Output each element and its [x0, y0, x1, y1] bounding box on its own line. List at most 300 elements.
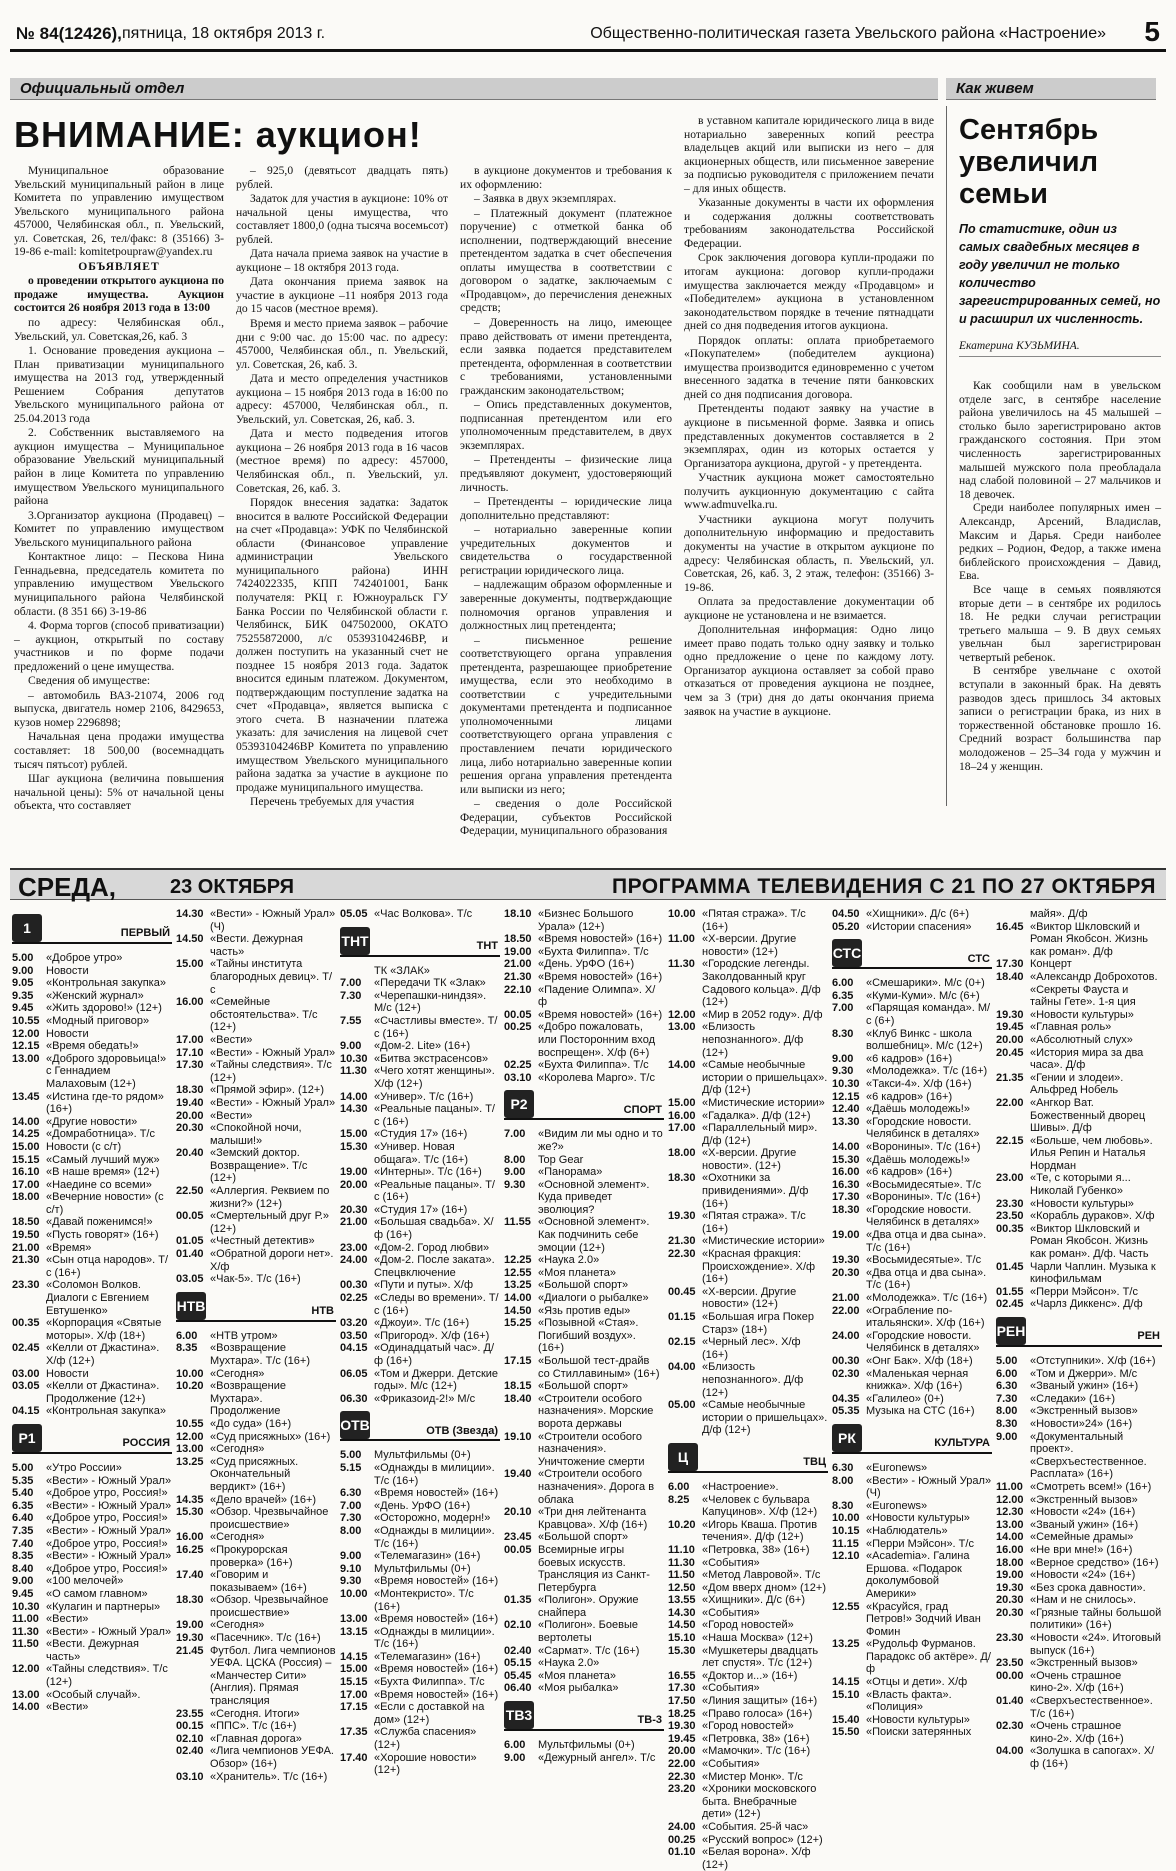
- program-title: «Диалоги о рыбалке»: [538, 1292, 649, 1305]
- program-title: «Черепашки-ниндзя». М/с (12+): [374, 989, 487, 1015]
- tv-program-item: [340, 1317, 500, 1330]
- program-title: «Рудольф Фурманов. Парадокс об актёре». Д/ф: [866, 1638, 991, 1676]
- program-title: «События»: [702, 1682, 760, 1695]
- program-title: «Городские новости. Челябинск в деталях»: [866, 1329, 980, 1355]
- program-title: «Куми-Куми». М/с (6+): [866, 989, 980, 1002]
- tv-program-item: [12, 1015, 172, 1028]
- tv-program-item: [176, 1235, 336, 1248]
- program-time: 18.25: [668, 1707, 696, 1720]
- article-paragraph: Срок заключения договора купли-продажи по итогам аукциона: договор купли-продажи имущества заключается между «Продавцом» и «Победителем» аукциона в установленном законодательством порядке в течение пятнадцати дней со дня подведения итогов аукциона.: [684, 251, 934, 333]
- article-paragraph: – письменное решение соответствующего органа управления претендента, разрешающее приобретение имущества, если это необходимо в соответствии с учредительными документами претендента и подписанное уполномоченными лицами соответствующего органа управления с проставлением печати юридического лица, либо нотариально заверенные копии решения органа управления претендента или выписки из него;: [460, 633, 672, 796]
- tv-program-item: [12, 1487, 172, 1500]
- tv-program-item: [996, 1745, 1162, 1770]
- program-time: 18.30: [176, 1084, 204, 1097]
- program-time: 06.30: [340, 1392, 368, 1405]
- program-time: 16.30: [832, 1178, 860, 1191]
- program-time: 6.00: [832, 977, 854, 990]
- program-time: 14.15: [340, 1650, 368, 1663]
- section-official: Официальный отдел: [10, 78, 938, 100]
- program-title: «Хищники». Д/с (6+): [866, 908, 969, 920]
- program-time: 19.30: [668, 1210, 696, 1223]
- tv-program-item: [832, 1166, 992, 1179]
- program-title: «Доброе утро, Россия!»: [46, 1487, 168, 1500]
- program-title: «Большой спорт»: [538, 1531, 629, 1544]
- program-time: 8.25: [668, 1493, 690, 1506]
- program-time: 23.00: [340, 1241, 368, 1254]
- tv-column: [504, 908, 664, 1764]
- program-title: «Контрольная закупка»: [46, 977, 166, 990]
- program-time: 00.25: [668, 1833, 696, 1846]
- program-time: 13.45: [12, 1090, 40, 1103]
- tv-program-item: [996, 1632, 1162, 1657]
- program-title: «Дом вверх дном» (12+): [702, 1581, 826, 1594]
- program-title: «Обзор. Чрезвычайное происшествие»: [210, 1506, 329, 1531]
- program-time: 21.35: [996, 1071, 1024, 1084]
- tv-program-item: [832, 1292, 992, 1305]
- program-time: 01.15: [668, 1311, 696, 1323]
- program-title: «Интерны». Т/с (16+): [374, 1166, 482, 1179]
- program-title: «Новости»24» (16+): [1030, 1417, 1133, 1430]
- program-time: 13.00: [668, 1021, 696, 1034]
- program-time: 24.00: [340, 1254, 368, 1267]
- program-time: 19.00: [996, 1569, 1024, 1582]
- program-time: 13.00: [176, 1443, 204, 1456]
- tv-program-item: [504, 1009, 664, 1022]
- program-time: 15.00: [12, 1140, 40, 1153]
- program-time: 10.20: [668, 1518, 696, 1531]
- tv-program-item: [12, 1254, 172, 1279]
- tv-program-item: [504, 1292, 664, 1305]
- tv-program-item: [996, 1135, 1162, 1173]
- tv-program-item: [12, 1128, 172, 1141]
- program-time: 05.00: [668, 1399, 696, 1412]
- program-title: «Новости «24» (16+): [1030, 1569, 1136, 1582]
- tv-program-item: [996, 1494, 1162, 1507]
- tv-program-item: [996, 1368, 1162, 1381]
- program-title: «Женский журнал»: [46, 989, 144, 1002]
- tv-program-item: [176, 1273, 336, 1286]
- program-time: 5.00: [340, 1449, 362, 1462]
- tv-program-item: [668, 1286, 828, 1311]
- program-title: «Время новостей» (16+): [374, 1613, 499, 1626]
- program-time: 10.15: [832, 1524, 860, 1537]
- program-title: «Два отца и два сына». Т/с (16+): [866, 1266, 987, 1292]
- program-title: «Право голоса» (16+): [702, 1707, 813, 1720]
- program-time: 11.10: [668, 1543, 695, 1556]
- tv-program-item: [832, 1103, 992, 1116]
- program-title: «Отцы и дети». Х/ф: [866, 1676, 968, 1689]
- tv-program-item: [176, 1122, 336, 1147]
- program-title: «Видим ли мы одно и то же?»: [538, 1128, 663, 1153]
- program-title: «События»: [702, 1758, 760, 1770]
- program-title: «Охотники за привидениями». Д/ф (16+): [702, 1172, 809, 1210]
- program-time: 17.40: [176, 1569, 204, 1582]
- tv-program-item: [832, 1091, 992, 1104]
- program-title: «Хроники московского быта. Внебрачные дети» (12+): [702, 1783, 817, 1821]
- program-time: 14.30: [176, 908, 204, 920]
- program-title: «Линия защиты» (16+): [702, 1695, 818, 1708]
- tv-program-item: [340, 1500, 500, 1513]
- program-title: «Вечерние новости» (с с/т): [46, 1191, 164, 1216]
- program-title: «Самые необычные истории о пришельцах». Д/ф (12+): [702, 1059, 828, 1097]
- program-title: «Самые необычные истории о пришельцах». Д/ф (12+): [702, 1399, 828, 1437]
- program-title: «Телемагазин» (16+): [374, 1650, 481, 1663]
- program-time: 8.30: [996, 1417, 1018, 1430]
- program-title: «Моя планета»: [538, 1266, 617, 1279]
- program-time: 00.30: [832, 1355, 860, 1367]
- tv-program-item: [340, 1487, 500, 1500]
- program-time: 5.00: [996, 1355, 1018, 1367]
- tv-program-item: [668, 1733, 828, 1746]
- tv-program-item: [176, 958, 336, 996]
- program-time: 22.30: [668, 1770, 696, 1783]
- program-time: 00.35: [996, 1222, 1024, 1235]
- program-time: 02.45: [996, 1298, 1024, 1311]
- program-time: 24.00: [832, 1329, 860, 1342]
- tv-program-item: [668, 1594, 828, 1607]
- program-time: 14.00: [504, 1292, 532, 1305]
- tv-program-item: [832, 1550, 992, 1600]
- program-title: «Настроение».: [702, 1480, 779, 1493]
- tv-program-item: [668, 1494, 828, 1519]
- program-time: 02.30: [832, 1367, 860, 1380]
- program-title: «Следаки» (16+): [1030, 1392, 1116, 1405]
- program-time: 9.00: [12, 1575, 34, 1588]
- program-title: «Верное средство» (16+): [1030, 1556, 1159, 1569]
- program-title: Новости: [46, 1027, 89, 1040]
- program-time: 6.00: [504, 1739, 526, 1752]
- tv-column: [340, 908, 500, 1777]
- program-time: 9.00: [340, 1040, 362, 1053]
- program-time: 10.30: [12, 1600, 40, 1613]
- program-title: Мультфильмы (0+): [374, 1449, 471, 1462]
- issue-number: № 84(12426),: [16, 24, 122, 43]
- program-time: 14.00: [668, 1059, 696, 1072]
- program-time: 7.00: [340, 1499, 362, 1512]
- program-time: 23.20: [668, 1783, 696, 1796]
- program-time: 8.35: [176, 1342, 198, 1355]
- program-title: «Городские новости. Челябинск в деталях»: [866, 1115, 980, 1141]
- tv-program-item: [832, 1726, 992, 1739]
- program-time: 12.10: [832, 1550, 860, 1563]
- program-time: 18.10: [504, 908, 532, 920]
- program-title: «Чак-5». Т/с (16+): [210, 1273, 301, 1286]
- tv-program-item: [832, 1601, 992, 1639]
- tv-program-item: [668, 1846, 828, 1871]
- channel-name: СПОРТ: [623, 1103, 662, 1116]
- tv-program-item: [832, 1305, 992, 1330]
- tv-program-item: [340, 1701, 500, 1726]
- program-title: Всемирные игры боевых искусств. Трансляция из Санкт-Петербурга: [538, 1543, 650, 1594]
- program-title: «Экстренный вызов»: [1030, 1405, 1138, 1418]
- program-time: 12.55: [832, 1600, 860, 1613]
- tv-program-item: [12, 952, 172, 965]
- program-title: «События»: [702, 1556, 760, 1569]
- program-title: майя». Д/ф: [1030, 908, 1088, 920]
- tv-program-item: [12, 1601, 172, 1614]
- tv-program-item: [668, 1172, 828, 1210]
- program-time: 21.30: [504, 970, 532, 983]
- program-title: «Гадалка». Д/ф (12+): [702, 1109, 811, 1122]
- program-title: «Дом-2. Lite» (16+): [374, 1040, 471, 1053]
- program-time: 20.40: [176, 1147, 204, 1160]
- program-time: 16.00: [668, 1109, 696, 1122]
- tv-program-item: [176, 1368, 336, 1381]
- tv-program-item: [832, 1028, 992, 1053]
- program-title: «Монтекристо». Т/с (16+): [374, 1587, 474, 1613]
- tv-program-item: [668, 1009, 828, 1022]
- program-title: «Главная дорога»: [210, 1732, 302, 1745]
- program-time: 12.55: [504, 1266, 532, 1279]
- program-title: «Однажды в милиции». Т/с (16+): [374, 1461, 495, 1487]
- program-time: 10.30: [832, 1077, 860, 1090]
- program-title: «Время новостей» (16+): [538, 1008, 663, 1021]
- tv-program-item: [12, 1053, 172, 1091]
- article-column-1: [14, 164, 224, 844]
- program-title: «Суд присяжных» (16+): [210, 1430, 331, 1443]
- tv-program-item: [832, 1393, 992, 1406]
- program-time: 12.00: [996, 1493, 1024, 1506]
- program-title: «Наедине со всеми»: [46, 1178, 152, 1191]
- tv-program-item: [832, 1191, 992, 1204]
- program-title: «Ангкор Ват. Божественный дворец Шивы». Д/ф: [1030, 1096, 1146, 1135]
- program-time: 13.15: [340, 1625, 368, 1638]
- program-time: 15.40: [832, 1713, 860, 1726]
- program-title: «Час Волкова». Т/с: [374, 908, 473, 920]
- tv-program-item: [340, 1166, 500, 1179]
- program-title: «Контрольная закупка»: [46, 1405, 166, 1418]
- program-time: 12.50: [668, 1581, 696, 1594]
- tv-program-item: [668, 908, 828, 933]
- program-title: «Реальные пацаны». Т/с (16+): [374, 1178, 495, 1204]
- program-title: «Вести» - Южный Урал» (Ч): [210, 908, 336, 933]
- program-title: «Истина где-то рядом» (16+): [46, 1090, 164, 1116]
- tv-day: СРЕДА,: [18, 872, 116, 902]
- program-time: 01.05: [176, 1235, 204, 1248]
- program-title: «Дом-2. После заката». Спецвключение: [374, 1254, 495, 1279]
- tv-program-item: [504, 1431, 664, 1469]
- program-time: 00.15: [176, 1720, 204, 1733]
- channel-header: [504, 1701, 664, 1731]
- tv-program-item: [340, 908, 500, 921]
- article-paragraph: ОБЪЯВЛЯЕТ: [78, 259, 160, 273]
- program-title: «Жить здорово!» (12+): [46, 1002, 162, 1015]
- program-title: «Виктор Шкловский и Роман Якобсон. Жизнь как роман». Д/ф: [1030, 920, 1149, 958]
- program-time: 01.45: [996, 1260, 1024, 1273]
- tv-program-item: [176, 1059, 336, 1084]
- program-title: «Перри Мэйсон». Т/с: [866, 1537, 974, 1550]
- program-title: «Город новостей»: [702, 1619, 794, 1632]
- program-title: «Время новостей» (16+): [538, 970, 663, 983]
- tv-program-item: [996, 1544, 1162, 1557]
- tv-program-item: [996, 1557, 1162, 1570]
- program-title: «Большая игра Покер Старз» (18+): [702, 1311, 814, 1336]
- program-title: «Очень страшное кино-2». Х/ф (16+): [1030, 1720, 1124, 1745]
- article-paragraph: Участник аукциона может самостоятельно получить аукционную документацию с сайта www.admuvelka.ru.: [684, 471, 934, 512]
- program-time: 19.45: [996, 1021, 1024, 1034]
- program-time: 05.15: [504, 1657, 532, 1670]
- tv-program-item: [832, 1229, 992, 1254]
- program-title: «Вести» - Южный Урал»: [46, 1499, 172, 1512]
- section-life: Как живем: [946, 78, 1156, 100]
- tv-program-item: [832, 990, 992, 1003]
- tv-program-item: [996, 1695, 1162, 1720]
- program-title: «Новости культуры»: [866, 1713, 970, 1726]
- tv-program-item: [340, 1141, 500, 1166]
- tv-program-bar: [10, 868, 1166, 900]
- tv-program-item: [340, 1676, 500, 1689]
- program-title: «Александр Доброхотов. «Секреты Фауста и тайны Гете». 1-я ция: [1030, 970, 1158, 1009]
- tv-program-item: [504, 1216, 664, 1254]
- tv-program-item: [832, 1330, 992, 1355]
- program-title: «Метод Лавровой». Т/с: [702, 1569, 821, 1582]
- channel-name: РЕН: [1137, 1330, 1160, 1343]
- channel-name: ТВЦ: [803, 1456, 826, 1469]
- program-time: 12.30: [996, 1506, 1024, 1519]
- program-time: 23.45: [504, 1531, 532, 1544]
- tv-program-item: [12, 1512, 172, 1525]
- tv-program-item: [996, 1607, 1162, 1632]
- program-title: «Ограбление по-итальянски». Х/ф (16+): [866, 1304, 985, 1330]
- program-title: «Время обедать!»: [46, 1040, 139, 1053]
- program-time: 14.50: [176, 933, 204, 946]
- tv-program-item: [340, 1575, 500, 1588]
- program-time: 16.00: [176, 996, 204, 1009]
- program-time: 20.30: [176, 1122, 204, 1135]
- tv-program-item: [996, 1418, 1162, 1431]
- program-title: «Пусть говорят» (16+): [46, 1229, 159, 1242]
- program-time: 16.00: [176, 1531, 204, 1544]
- tv-program-item: [176, 1185, 336, 1210]
- program-time: 8.00: [832, 1474, 854, 1487]
- program-time: 13.00: [340, 1613, 368, 1626]
- program-time: 01.40: [176, 1248, 204, 1261]
- tv-program-item: [340, 1065, 500, 1090]
- program-title: «Новости «24» (16+): [1030, 1506, 1136, 1519]
- tv-program-item: [340, 1015, 500, 1040]
- tv-program-item: [340, 1550, 500, 1563]
- tv-program-item: [832, 1525, 992, 1538]
- tv-program-item: [176, 1147, 336, 1185]
- channel-name: ТНТ: [476, 940, 498, 952]
- tv-program-item: [996, 1210, 1162, 1223]
- program-time: 19.00: [340, 1166, 368, 1179]
- tv-program-item: [504, 1179, 664, 1217]
- tv-program-item: [668, 1695, 828, 1708]
- program-time: 15.30: [668, 1644, 696, 1657]
- tv-column: [996, 908, 1162, 1770]
- program-time: 9.45: [12, 1002, 34, 1015]
- program-time: 16.00: [996, 1543, 1024, 1556]
- program-time: 6.30: [832, 1461, 854, 1474]
- article-paragraph: Сведения об имуществе:: [28, 674, 151, 688]
- program-title: «Студия 17» (16+): [374, 1203, 468, 1216]
- program-time: 22.15: [996, 1134, 1024, 1147]
- tv-program-item: [12, 1166, 172, 1179]
- program-time: 14.15: [832, 1676, 860, 1689]
- program-time: 14.00: [12, 1701, 40, 1714]
- program-time: 7.00: [504, 1128, 526, 1141]
- tv-program-item: [176, 1733, 336, 1746]
- tv-program-item: [832, 1689, 992, 1714]
- tv-program-item: [504, 1682, 664, 1695]
- program-time: 11.00: [996, 1480, 1023, 1493]
- program-title: «Телемагазин» (16+): [374, 1550, 481, 1563]
- program-title: «Однажды в милиции». Т/с (16+): [374, 1524, 495, 1550]
- channel-logo: РК: [832, 1424, 862, 1452]
- tv-program-item: [12, 1538, 172, 1551]
- program-title: «Х-версии. Другие новости». (12+): [702, 1147, 797, 1172]
- program-time: 18.50: [12, 1216, 40, 1229]
- tv-program-item: [996, 1261, 1162, 1286]
- tv-program-item: [176, 1248, 336, 1273]
- tv-program-item: [504, 1619, 664, 1644]
- tv-program-item: [12, 1279, 172, 1317]
- program-title: «Игорь Кваша. Против течения». Д/ф (12+): [702, 1518, 818, 1544]
- program-time: 23.50: [996, 1210, 1024, 1223]
- program-title: «Молодежка». Т/с (16+): [866, 1065, 988, 1078]
- program-time: 22.30: [668, 1248, 696, 1261]
- tv-program-item: [340, 1651, 500, 1664]
- program-time: 10.00: [340, 1587, 368, 1600]
- program-time: 17.00: [176, 1033, 204, 1046]
- program-title: «Воронины». Т/с (16+): [866, 1140, 981, 1153]
- program-time: 13.30: [832, 1115, 860, 1128]
- tv-program-item: [668, 1519, 828, 1544]
- program-title: «Панорама»: [538, 1166, 603, 1179]
- tv-program-item: [668, 1311, 828, 1336]
- channel-logo: Р1: [12, 1424, 42, 1452]
- program-time: 19.00: [832, 1229, 860, 1242]
- program-title: «Красная фракция: Происхождение». Х/ф (16+): [702, 1248, 816, 1286]
- program-title: «Восьмидесятые». Т/с: [866, 1178, 982, 1191]
- program-time: 19.40: [504, 1468, 532, 1481]
- article-paragraph: – нотариально заверенные копии учредительных документов и свидетельства о государственной регистрации юридического лица.: [460, 523, 672, 577]
- program-title: «Бухта Филиппа». Т/с: [538, 1059, 649, 1072]
- program-title: «Добро пожаловать, или Посторонним вход воспрещен». Х/ф (6+): [538, 1021, 655, 1059]
- article-paragraph: Участники аукциона могут получить дополнительную информацию и предоставить документы на участие в открытом аукционе по адресу: Челябинская область, п. Увельский, ул. Советская, 26, каб. 3, 2 этаж, телефон: (35166) 3-19-86.: [684, 512, 934, 594]
- tv-program-item: [996, 1355, 1162, 1368]
- program-time: 11.55: [504, 1216, 531, 1229]
- channel-logo: ОТВ: [340, 1411, 370, 1439]
- tv-program-item: [504, 1393, 664, 1431]
- tv-program-item: [996, 1657, 1162, 1670]
- tv-program-item: [996, 1072, 1162, 1097]
- program-title: «Честный детектив»: [210, 1235, 315, 1248]
- program-time: 21.30: [12, 1254, 40, 1267]
- program-title: «Дежурный ангел». Т/с: [538, 1751, 656, 1764]
- tv-program-item: [504, 1021, 664, 1059]
- program-time: 8.30: [832, 1499, 854, 1512]
- program-title: «Доброе утро, Россия!»: [46, 1512, 168, 1525]
- tv-program-item: [668, 1708, 828, 1721]
- program-time: 20.00: [996, 1033, 1024, 1046]
- program-title: «Вести» - Южный Урал»: [46, 1625, 172, 1638]
- channel-name: ПЕРВЫЙ: [120, 927, 170, 940]
- program-title: «Келли от Джастина». Продолжение (12+): [46, 1380, 160, 1405]
- program-title: «Чарлз Диккенс». Д/ф: [1030, 1298, 1143, 1311]
- program-title: «Вести» - Южный Урал»: [46, 1524, 172, 1537]
- program-time: 15.30: [340, 1140, 368, 1153]
- program-title: «Битва экстрасенсов»: [374, 1052, 489, 1065]
- tv-program-item: [504, 958, 664, 971]
- program-title: «Вести» - Южный Урал»: [210, 1096, 336, 1109]
- program-title: «Новости культуры»: [1030, 1008, 1134, 1021]
- program-time: 05.45: [504, 1669, 532, 1682]
- program-title: «Город новостей»: [702, 1720, 794, 1733]
- tv-program-item: [340, 1462, 500, 1487]
- program-time: 19.00: [504, 945, 532, 958]
